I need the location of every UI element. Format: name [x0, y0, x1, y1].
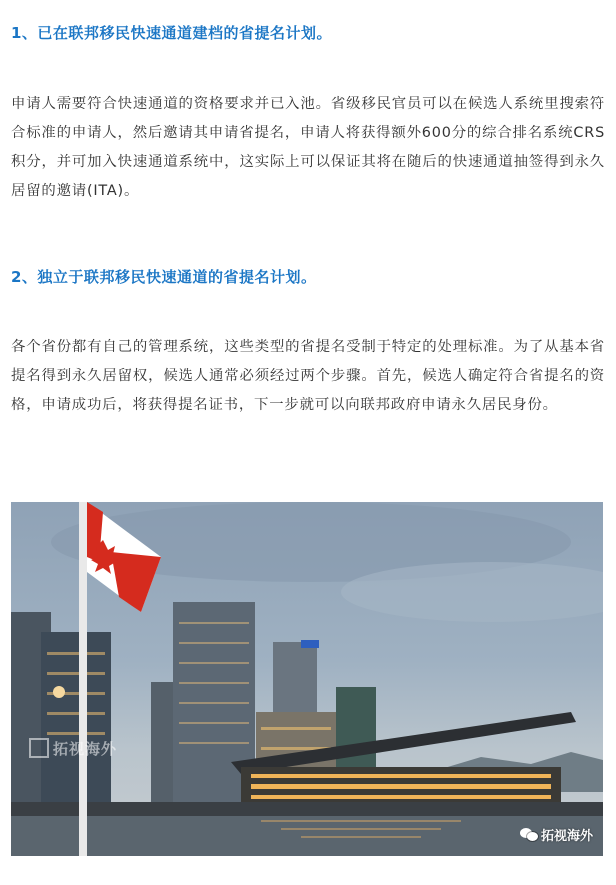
section-1-heading: 1、已在联邦移民快速通道建档的省提名计划。 — [11, 24, 332, 42]
watermark-left — [29, 738, 117, 759]
section-2-paragraph: 各个省份都有自己的管理系统，这些类型的省提名受制于特定的处理标准。为了从基本省提名得到永久居留权，候选人通常必须经过两个步骤。首先，候选人确定符合省提名的资格，申请成功后，将获得提名证书，下一步就可以向联邦政府申请永久居民身份。 — [11, 339, 605, 413]
logo-box-icon — [29, 738, 49, 758]
watermark-left-text: 拓视海外 — [53, 740, 118, 758]
watermark-right-text: 拓视海外 — [540, 829, 593, 844]
wechat-icon — [520, 828, 538, 842]
watermark-right — [520, 825, 593, 844]
vancouver-harbour-photo — [11, 502, 603, 856]
city-skyline-illustration — [11, 502, 603, 856]
section-1-paragraph: 申请人需要符合快速通道的资格要求并已入池。省级移民官员可以在候选人系统里搜索符合标准的申请人，然后邀请其申请省提名，申请人将获得额外600分的综合排名系统CRS积分，并可加入快速通道系统中，这实际上可以保证其将在随后的快速通道抽签得到永久居留的邀请(ITA)。 — [11, 96, 605, 199]
section-2-heading: 2、独立于联邦移民快速通道的省提名计划。 — [11, 268, 317, 286]
